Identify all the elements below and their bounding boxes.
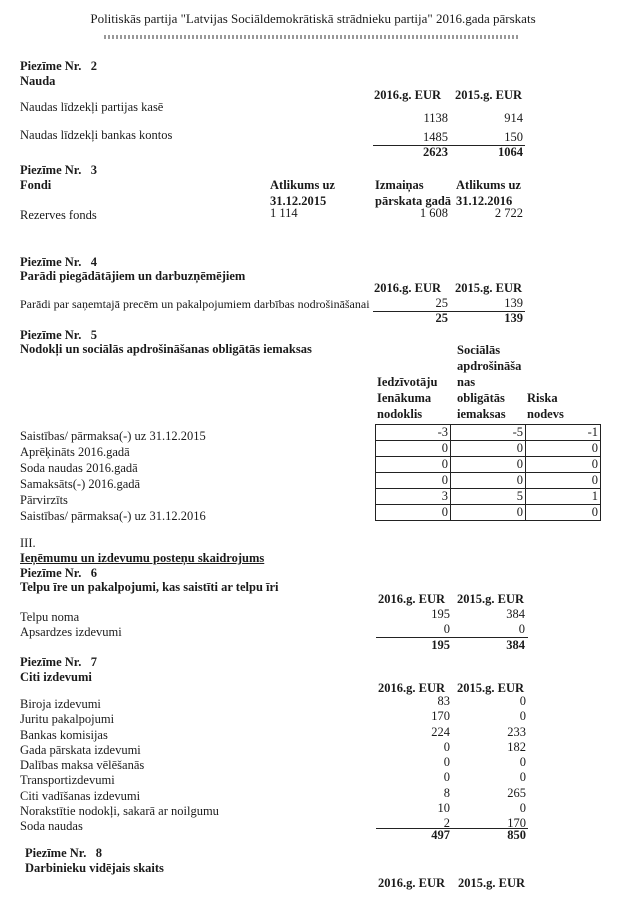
row-value-2015: 0 [519, 709, 526, 724]
row-value-2016: 0 [443, 739, 450, 754]
row-value-2015: 170 [507, 816, 526, 831]
column-header-2015: 2015.g. EUR [457, 592, 525, 606]
column-header-2016: 2016.g. EUR [374, 281, 442, 295]
header-line: nodoklis [377, 407, 423, 421]
table-cell: 5 [451, 489, 526, 505]
table-cell: 0 [376, 457, 451, 473]
row-label: Gada pārskata izdevumi [20, 742, 141, 757]
header-line: 31.12.2015 [270, 194, 327, 208]
note-title: Nodokļi un sociālās apdrošināšanas obligātās iemaksas [20, 342, 312, 356]
row-label: Pārvirzīts [20, 493, 68, 507]
row-value-2016: 8 [443, 785, 450, 800]
note-label: Piezīme Nr. 5 [20, 328, 97, 342]
table-cell: 0 [451, 441, 526, 457]
row-label: Samaksāts(-) 2016.gadā [20, 477, 141, 491]
note-label: Piezīme Nr. 2 [20, 59, 97, 73]
row-labels [20, 428, 206, 524]
row-value-2016: 1485 [423, 130, 448, 144]
table-row [376, 441, 601, 457]
row-label: Citi vadīšanas izdevumi [20, 788, 141, 803]
row-labels [20, 697, 219, 835]
table-row [376, 457, 601, 473]
header-line: Izmaiņas [375, 178, 424, 192]
column-header-balance-2015 [270, 177, 335, 209]
table-row [376, 473, 601, 489]
column-header-social-insurance [457, 342, 521, 422]
row-value-2016: 0 [443, 755, 450, 770]
section-title: Ieņēmumu un izdevumu posteņu skaidrojums [20, 551, 265, 565]
table-cell: 0 [376, 441, 451, 457]
table-cell: 0 [526, 457, 601, 473]
row-value-2015: 0 [519, 801, 526, 816]
row-value-changes: 1 608 [419, 206, 448, 220]
row-label: Parādi par saņemtajā precēm un pakalpojumiem darbības nodrošināšanai [20, 297, 370, 311]
note-label: Piezīme Nr. 3 [20, 163, 97, 177]
column-header-2016: 2016.g. EUR [378, 592, 446, 606]
row-value-2016: 10 [437, 801, 450, 816]
row-value-2015: 384 [506, 607, 525, 621]
total-2016: 25 [435, 311, 448, 325]
column-header-2016: 2016.g. EUR [378, 681, 446, 695]
values-2016 [380, 694, 450, 832]
note-title: Telpu īre un pakalpojumi, kas saistīti ar telpu īri [20, 580, 279, 594]
column-header-balance-2016 [456, 177, 521, 209]
row-label: Bankas komisijas [20, 727, 108, 742]
row-value-2015: 0 [519, 694, 526, 708]
table-row [376, 505, 601, 521]
column-header-2016: 2016.g. EUR [374, 88, 442, 102]
table-cell: 0 [526, 505, 601, 521]
table-cell: 0 [376, 505, 451, 521]
note-label: Piezīme Nr. 6 [20, 566, 97, 580]
values-2015 [456, 694, 526, 832]
row-label: Rezerves fonds [20, 208, 97, 222]
row-value-2015: 0 [519, 755, 526, 770]
row-label: Dalības maksa vēlēšanās [20, 758, 145, 773]
note-title: Parādi piegādātājiem un darbuzņēmējiem [20, 269, 246, 283]
note-title: Citi izdevumi [20, 670, 92, 684]
column-header-income-tax [377, 374, 437, 422]
table-cell: 0 [451, 505, 526, 521]
header-line: Riska [527, 391, 558, 405]
note-title: Darbinieku vidējais skaits [25, 861, 164, 875]
total-2016: 2623 [423, 145, 448, 159]
row-label: Soda naudas [20, 819, 83, 834]
row-value-balance-2016: 2 722 [494, 206, 523, 220]
table-cell: 0 [451, 473, 526, 489]
note-title: Fondi [20, 178, 52, 192]
total-2015: 1064 [498, 145, 523, 159]
header-line: Iedzīvotāju [377, 375, 438, 389]
table-cell: 3 [376, 489, 451, 505]
row-value-2016: 83 [437, 694, 450, 708]
total-2015: 850 [507, 828, 526, 842]
row-label: Saistības/ pārmaksa(-) uz 31.12.2016 [20, 509, 206, 523]
total-2016: 497 [431, 828, 450, 842]
note-title: Nauda [20, 74, 56, 88]
table-cell: 0 [526, 473, 601, 489]
row-label: Transportizdevumi [20, 773, 115, 788]
column-header-changes [375, 177, 451, 209]
header-line: Sociālās [457, 343, 501, 357]
total-2015: 139 [504, 311, 523, 325]
total-2015: 384 [506, 638, 525, 652]
table-cell: 1 [526, 489, 601, 505]
table-cell: -1 [526, 425, 601, 441]
header-line: nodevs [527, 407, 564, 421]
row-value-2016: 224 [431, 724, 450, 739]
row-value-2016: 0 [443, 770, 450, 785]
table-row [376, 489, 601, 505]
row-value-2015: 914 [504, 111, 523, 125]
row-value-2015: 150 [504, 130, 523, 144]
row-label: Saistības/ pārmaksa(-) uz 31.12.2015 [20, 429, 206, 443]
row-value-2015: 139 [504, 296, 523, 310]
table-cell: 0 [526, 441, 601, 457]
row-label: Soda naudas 2016.gadā [20, 461, 138, 475]
column-header-2016: 2016.g. EUR [378, 876, 446, 890]
row-value-2015: 0 [519, 770, 526, 785]
row-label: Biroja izdevumi [20, 697, 101, 711]
header-wavy-underline [104, 35, 520, 39]
section-numeral: III. [20, 536, 36, 550]
table-cell: -5 [451, 425, 526, 441]
header-line: nas [457, 375, 476, 389]
row-value-2016: 195 [431, 607, 450, 621]
table-cell: 0 [376, 473, 451, 489]
column-header-2015: 2015.g. EUR [455, 281, 523, 295]
column-header-2015: 2015.g. EUR [457, 681, 525, 695]
row-label: Naudas līdzekļi partijas kasē [20, 100, 164, 114]
row-value-2016: 170 [431, 709, 450, 724]
table-row [376, 425, 601, 441]
row-label: Apsardzes izdevumi [20, 625, 122, 639]
header-line: Atlikums uz [456, 178, 521, 192]
tax-table [375, 424, 601, 521]
row-value-2016: 1138 [423, 111, 448, 125]
header-line: iemaksas [457, 407, 506, 421]
header-line: apdrošināša [457, 359, 522, 373]
row-value-2016: 25 [435, 296, 448, 310]
row-value-2016: 2 [443, 816, 450, 831]
note-label: Piezīme Nr. 8 [25, 846, 102, 860]
column-header-2015: 2015.g. EUR [458, 876, 526, 890]
row-value-2015: 265 [507, 785, 526, 800]
header-line: obligātās [457, 391, 505, 405]
page-header-title: Politiskās partija "Latvijas Sociāldemokrātiskā strādnieku partija" 2016.gada pārskats [90, 11, 536, 26]
row-label: Naudas līdzekļi bankas kontos [20, 128, 173, 142]
table-cell: 0 [451, 457, 526, 473]
header-line: pārskata gadā [375, 194, 452, 208]
column-header-2015: 2015.g. EUR [455, 88, 523, 102]
total-2016: 195 [431, 638, 450, 652]
header-line: 31.12.2016 [456, 194, 513, 208]
header-line: Ienākuma [377, 391, 432, 405]
header-line: Atlikums uz [270, 178, 335, 192]
note-label: Piezīme Nr. 7 [20, 655, 97, 669]
row-value-2015: 233 [507, 724, 526, 739]
row-label: Norakstītie nodokļi, sakarā ar noilgumu [20, 804, 219, 819]
table-cell: -3 [376, 425, 451, 441]
row-label: Juritu pakalpojumi [20, 712, 115, 727]
row-label: Aprēķināts 2016.gadā [20, 445, 130, 459]
note-label: Piezīme Nr. 4 [20, 255, 97, 269]
column-header-risk-duty [527, 390, 564, 422]
row-value-2015: 182 [507, 739, 526, 754]
row-value-2016: 0 [443, 622, 450, 636]
row-value-balance-2015: 1 114 [270, 206, 298, 220]
row-value-2015: 0 [518, 622, 525, 636]
row-label: Telpu noma [20, 610, 80, 624]
